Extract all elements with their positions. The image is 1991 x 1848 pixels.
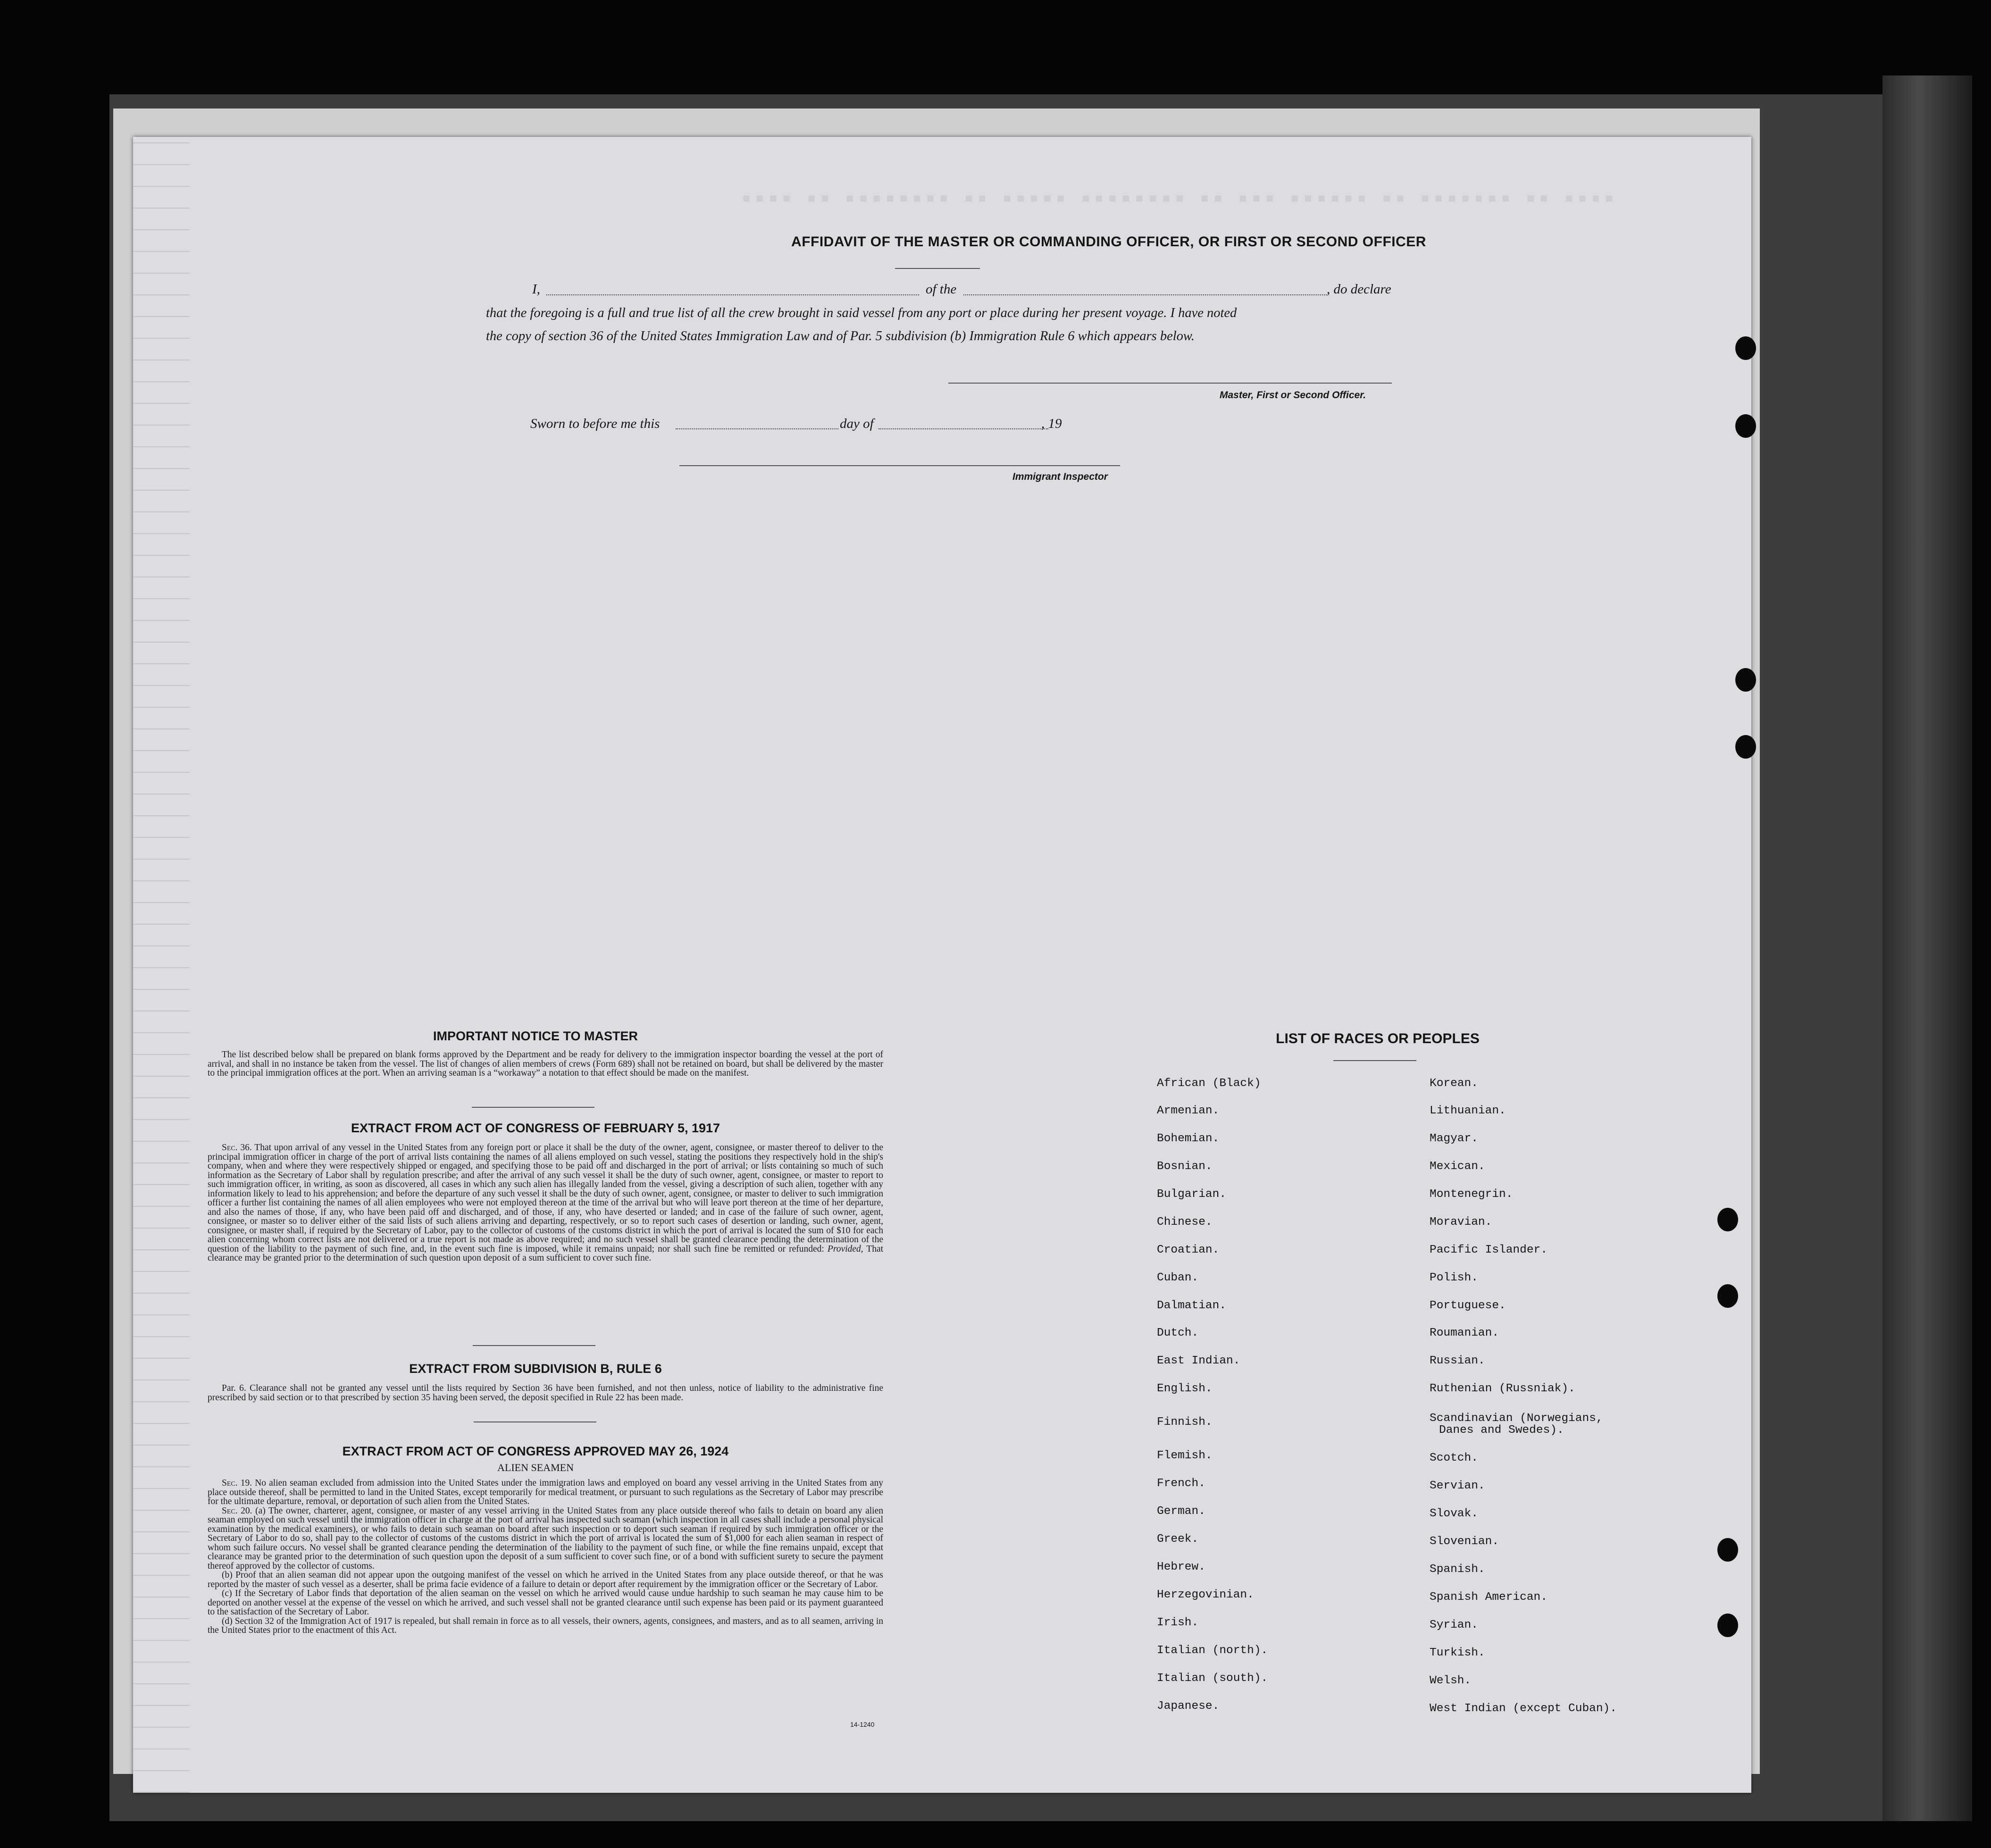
race-item: Welsh.: [1430, 1674, 1472, 1687]
race-item: Spanish American.: [1430, 1591, 1548, 1604]
sec-20b-text: (b) Proof that an alien seaman did not appear upon the outgoing manifest of the vessel on which he arrived in the United States from any place outside thereof, or that he was reported by the master of such vessel as a deserter, shall be prima facie evidence of a failure to detain or deport after requirement by the immigration officer or the Secretary of Labor.: [208, 1570, 883, 1589]
race-item: Mexican.: [1430, 1160, 1485, 1173]
proviso-text: That clearance may be granted prior to the determination of such question upon deposit of a sum sufficient to cover such fine.: [208, 1244, 884, 1263]
race-item: Bulgarian.: [1157, 1188, 1227, 1201]
divider: [473, 1345, 595, 1346]
race-item: Korean.: [1430, 1077, 1478, 1090]
inspector-signature-line[interactable]: [679, 465, 1120, 466]
race-item: Danes and Swedes).: [1439, 1424, 1564, 1437]
race-item: Pacific Islander.: [1430, 1244, 1548, 1256]
race-item: Croatian.: [1157, 1244, 1220, 1256]
race-item: Bohemian.: [1157, 1132, 1220, 1145]
punch-hole: [1735, 336, 1756, 360]
race-item: African (Black): [1157, 1077, 1261, 1090]
divider: [1333, 1060, 1416, 1061]
sworn-mid: day of: [840, 416, 874, 431]
notice-text: The list described below shall be prepared on blank forms approved by the Department and be ready for delivery to the immigration inspector boarding the vessel at the port of arrival, and shall in no instance be taken from the vessel. The list of changes of alien members of crews (Form 689) shall not be retained on board, but shall be delivered by the master to the principal immigration offices at the port. When an arriving seaman is a “workaway” a notation to that effect should be made on the manifest.: [208, 1050, 883, 1078]
race-item: Dutch.: [1157, 1327, 1199, 1339]
race-item: Moravian.: [1430, 1216, 1492, 1229]
notice-title: IMPORTANT NOTICE TO MASTER: [433, 1029, 638, 1043]
affidavit-line3: the copy of section 36 of the United States Immigration Law and of Par. 5 subdivision (b) Immigration Rule 6 which appears below.: [486, 329, 1195, 343]
race-item: Japanese.: [1157, 1700, 1220, 1713]
sec-20-label: Sec. 20.: [222, 1505, 252, 1516]
margin-grid: [133, 142, 190, 1793]
proviso-label: Provided,: [827, 1244, 863, 1254]
race-item: French.: [1157, 1477, 1205, 1490]
race-item: West Indian (except Cuban).: [1430, 1702, 1617, 1715]
race-item: Herzegovinian.: [1157, 1589, 1254, 1601]
race-item: Russian.: [1430, 1355, 1485, 1367]
race-item: Italian (north).: [1157, 1644, 1268, 1657]
punch-hole: [1717, 1284, 1738, 1308]
punch-hole: [1717, 1614, 1738, 1637]
punch-hole: [1735, 668, 1756, 692]
act-1924-body: [208, 1479, 883, 1635]
sec-19-label: Sec. 19.: [222, 1478, 252, 1488]
punch-hole: [1717, 1538, 1738, 1562]
race-item: Montenegrin.: [1430, 1188, 1513, 1201]
race-item: German.: [1157, 1505, 1205, 1518]
race-item: Spanish.: [1430, 1563, 1485, 1576]
punch-hole: [1735, 735, 1756, 759]
inspector-caption: Immigrant Inspector: [1012, 471, 1108, 482]
race-item: Armenian.: [1157, 1104, 1220, 1117]
race-item: Polish.: [1430, 1271, 1478, 1284]
race-item: Flemish.: [1157, 1449, 1213, 1462]
race-item: English.: [1157, 1382, 1213, 1395]
affidavit-title: AFFIDAVIT OF THE MASTER OR COMMANDING OFFICER, OR FIRST OR SECOND OFFICER: [791, 234, 1426, 250]
sec-36-paragraph: [208, 1143, 883, 1263]
alien-seamen-subtitle: ALIEN SEAMEN: [497, 1462, 574, 1473]
sworn-end: , 19: [1041, 416, 1062, 431]
binder-edge: [1882, 75, 1972, 1821]
race-item: Dalmatian.: [1157, 1299, 1227, 1312]
sworn-day-field[interactable]: [676, 428, 838, 429]
race-item: Ruthenian (Russniak).: [1430, 1382, 1575, 1395]
sec-19-paragraph: [208, 1479, 883, 1506]
race-item: Roumanian.: [1430, 1327, 1499, 1339]
affidavit-line1-mid: of the: [926, 282, 957, 297]
race-item: Chinese.: [1157, 1216, 1213, 1229]
race-item: Cuban.: [1157, 1271, 1199, 1284]
race-item: Hebrew.: [1157, 1561, 1205, 1573]
race-item: Turkish.: [1430, 1647, 1485, 1659]
race-item: Scotch.: [1430, 1452, 1478, 1464]
race-item: Slovak.: [1430, 1507, 1478, 1520]
race-item: Portuguese.: [1430, 1299, 1506, 1312]
race-item: East Indian.: [1157, 1355, 1240, 1367]
race-item: Irish.: [1157, 1616, 1199, 1629]
race-item: Magyar.: [1430, 1132, 1478, 1145]
races-title: LIST OF RACES OR PEOPLES: [1276, 1031, 1480, 1046]
sec-20a-text: (a) The owner, charterer, agent, consignee, or master of any vessel arriving in the United States from any place outside thereof who fails to detain on board any alien seaman employed on such vessel until the immigration officer in charge at the port of arrival has inspected such seaman (which inspection in all cases shall include a personal physical examination by the medical examiners), or who fails to detain such seaman on board after such inspection or to deport such seaman if required by such immigration officer or the Secretary of Labor to do so, shall pay to the collector of customs of the customs district in which the port of arrival is located the sum of $1,000 for each alien seaman in respect of whom such failure occurs. No vessel shall be granted clearance pending the determination of the liability to the payment of such fine, or while the fine remains unpaid, except that clearance may be granted prior to the determination of such question upon the deposit of a sum sufficient to cover such fine, or of a bond with sufficient surety to secure the payment thereof approved by the collector of customs.: [208, 1505, 884, 1571]
notice-body: [208, 1050, 883, 1078]
act-1924-title: EXTRACT FROM ACT OF CONGRESS APPROVED MAY 26, 1924: [342, 1444, 729, 1458]
sworn-month-field[interactable]: [878, 428, 1048, 429]
vessel-field[interactable]: [963, 294, 1327, 295]
sworn-start: Sworn to before me this: [530, 416, 660, 431]
race-item: Scandinavian (Norwegians,: [1430, 1412, 1603, 1425]
punch-hole: [1717, 1208, 1738, 1231]
affidavit-line1-start: I,: [532, 282, 540, 297]
affidavit-line2: that the foregoing is a full and true list of all the crew brought in said vessel from any port or place during her present voyage. I have noted: [486, 306, 1237, 320]
race-item: Slovenian.: [1430, 1535, 1499, 1548]
race-item: Servian.: [1430, 1480, 1485, 1492]
sec-20a-paragraph: [208, 1506, 883, 1571]
divider: [472, 1107, 594, 1108]
master-caption: Master, First or Second Officer.: [1220, 390, 1366, 401]
rule6-title: EXTRACT FROM SUBDIVISION B, RULE 6: [409, 1362, 662, 1376]
sec-36-label: Sec. 36.: [222, 1143, 252, 1153]
act-1917-title: EXTRACT FROM ACT OF CONGRESS OF FEBRUARY 5, 1917: [351, 1121, 720, 1135]
signature-line[interactable]: [948, 383, 1392, 384]
race-item: Syrian.: [1430, 1619, 1478, 1631]
sec-20c-text: (c) If the Secretary of Labor finds that deportation of the alien seaman on the vessel on which he arrived would cause undue hardship to such seaman he may cause him to be deported on another vessel at the expense of the vessel on which he arrived, and such vessel shall not be granted clearance until such expense has been paid or its payment guaranteed to the satisfaction of the Secretary of Labor.: [208, 1589, 883, 1617]
rule6-text: Par. 6. Clearance shall not be granted any vessel until the lists required by Section 36 have been furnished, and not then unless, notice of liability to the administrative fine prescribed by said section or to that prescribed by section 35 having been served, the deposit specified in Rule 22 has been made.: [208, 1383, 883, 1403]
act-1917-body: [208, 1143, 883, 1263]
race-item: Bosnian.: [1157, 1160, 1213, 1173]
affidavit-line1-end: , do declare: [1327, 282, 1391, 297]
name-field[interactable]: [546, 294, 919, 295]
punch-hole: [1735, 414, 1756, 438]
race-item: Finnish.: [1157, 1416, 1213, 1429]
divider: [895, 268, 980, 269]
race-item: Italian (south).: [1157, 1672, 1268, 1685]
sec-19-text: No alien seaman excluded from admission into the United States under the immigration laws and employed on board any vessel arriving in the United States from any place outside thereof, shall be permitted to land in the United States, except temporarily for medical treatment, or pursuant to such regulations as the Secretary of Labor may prescribe for the ultimate departure, removal, or deportation of such alien from the United States.: [208, 1478, 883, 1506]
rule6-body: [208, 1384, 883, 1402]
race-item: Greek.: [1157, 1533, 1199, 1546]
bleed-through-text: ▪▪▪▪ ▪▪ ▪▪▪▪▪▪▪▪ ▪▪ ▪▪▪▪▪ ▪▪▪▪▪▪▪▪ ▪▪ ▪▪▪ ▪▪▪▪▪▪ ▪▪ ▪▪▪▪▪▪▪ ▪▪ ▪▪▪▪: [742, 184, 1618, 212]
sec-36-text: That upon arrival of any vessel in the United States from any foreign port or place it shall be the duty of the owner, agent, consignee, or master thereof to deliver to the principal immigration officer in charge of the port of arrival lists containing the names of all aliens employed on such vessel, stating the positions they respectively hold in the ship's company, when and where they were respectively shipped or engaged, and specifying those to be paid off and discharged in the port of arrival; or lists containing so much of such information as the Secretary of Labor shall by regulation prescribe; and after the arrival of any such vessel it shall be the duty of such owner, agent, consignee, or master to report to such immigration officer, in writing, as soon as discovered, all cases in which any such alien has illegally landed from the vessel, giving a description of such alien, together with any information likely to lead to his apprehension; and before the departure of any such vessel it shall be the duty of such owner, agent, consignee, or master to deliver to such immigration officer a further list containing the names of all alien employees who were not employed thereon at the time of the arrival but who will leave port thereon at the time of her departure, and also the names of those, if any, who have been paid off and discharged, and of those, if any, who have deserted or landed; and in case of the failure of such owner, agent, consignee, or master so to deliver either of the said lists of such aliens arriving and departing, respectively, or so to report such cases of desertion or landing, such owner, agent, consignee, or master shall, if required by the Secretary of Labor, pay to the collector of customs of the customs district in which the port of arrival is located the sum of $10 for each alien concerning whom correct lists are not delivered or a true report is not made as above required; and no such vessel shall be granted clearance pending the determination of the question of the liability to the payment of such fine, and, in the event such fine is imposed, while it remains unpaid; nor shall such fine be remitted or refunded:: [208, 1143, 883, 1254]
form-number: 14-1240: [850, 1721, 875, 1728]
race-item: Lithuanian.: [1430, 1104, 1506, 1117]
sec-20d-text: (d) Section 32 of the Immigration Act of 1917 is repealed, but shall remain in force as to all vessels, their owners, agents, consignees, and masters, and as to all seamen, arriving in the United States prior to the enactment of this Act.: [208, 1616, 883, 1635]
